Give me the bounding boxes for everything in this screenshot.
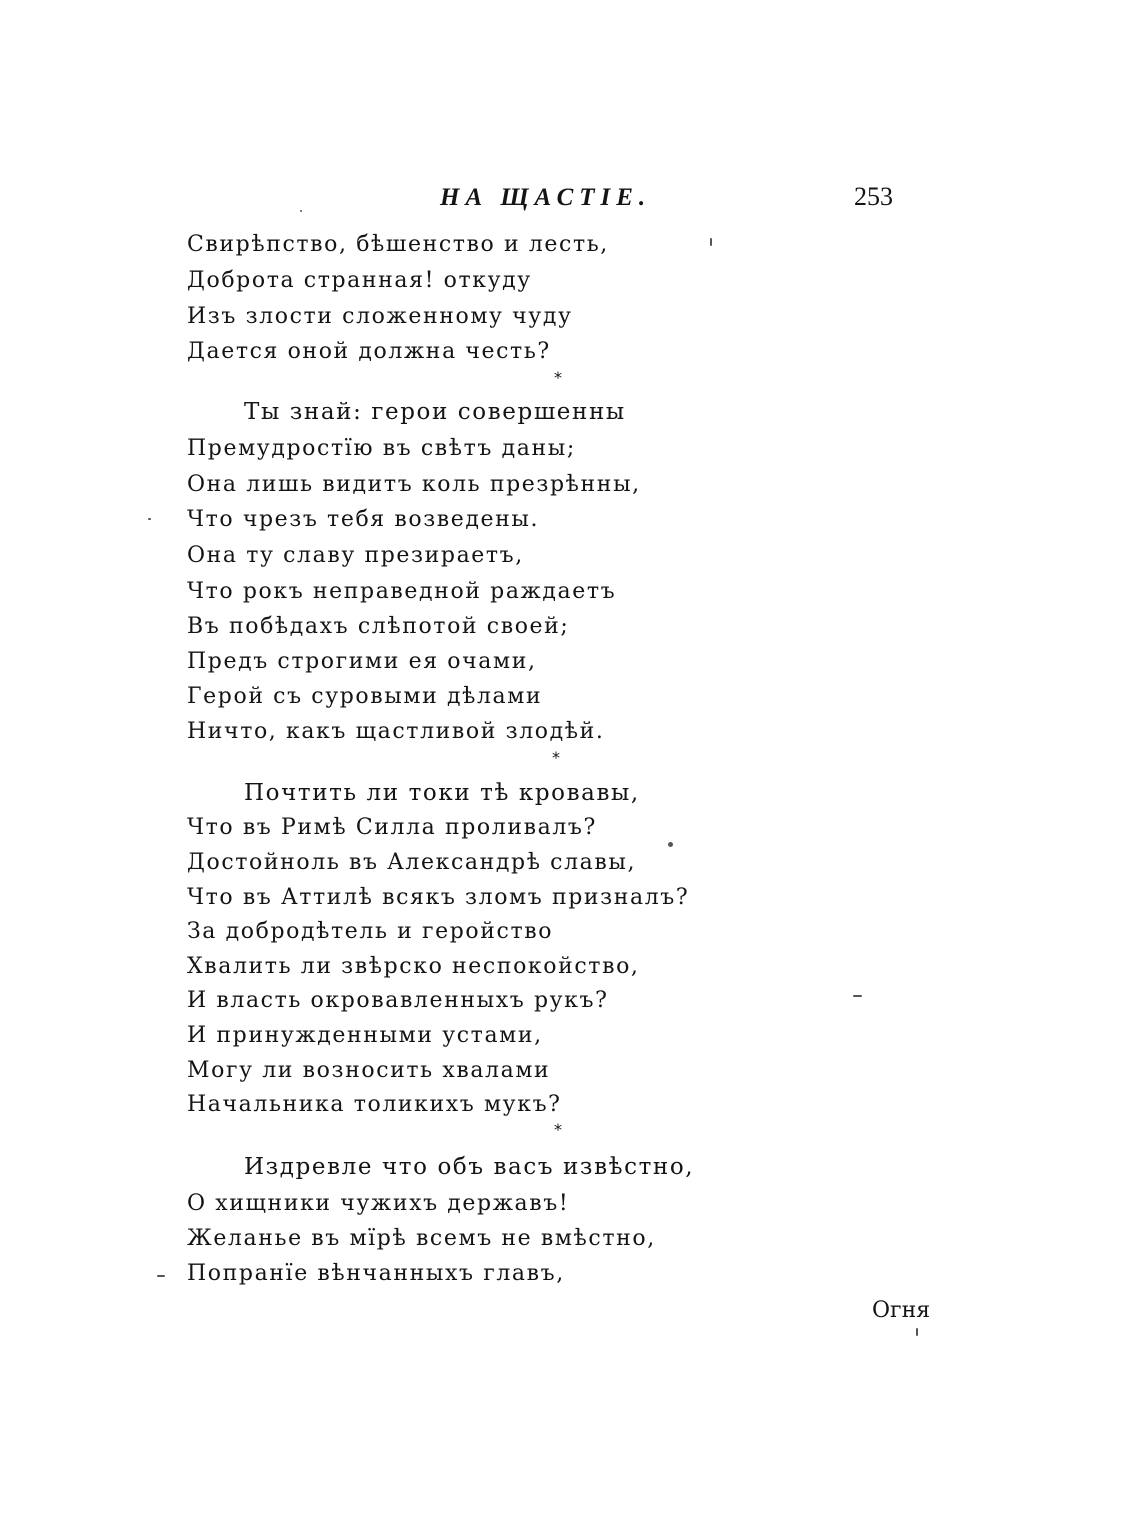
poem-line: За добродѣтель и геройство (187, 919, 554, 944)
poem-line: О хищники чужихъ державъ! (187, 1191, 570, 1216)
page-number: 253 (854, 182, 893, 211)
catchword: Огня (872, 1298, 931, 1323)
poem-line: Попранїе вѣнчанныхъ главъ, (187, 1261, 565, 1286)
poem-line: Предъ строгими ея очами, (187, 649, 537, 674)
stanza-separator: * (554, 368, 562, 387)
poem-line: Она ту славу презираетъ, (187, 543, 524, 568)
ink-speck (710, 238, 712, 246)
poem-line: И власть окровавленныхъ рукъ? (187, 988, 609, 1013)
poem-line: Что чрезъ тебя возведены. (187, 507, 540, 532)
poem-line: И принужденными устами, (187, 1023, 543, 1048)
stanza-separator: * (552, 748, 560, 767)
poem-line: Доброта странная! откуду (187, 268, 532, 293)
ink-speck (148, 518, 151, 520)
poem-line: Что въ Аттилѣ всякъ зломъ призналъ? (187, 885, 690, 910)
ink-speck (916, 1328, 918, 1336)
poem-line: Хвалить ли звѣрско неспокойство, (187, 954, 640, 979)
poem-line: Она лишь видитъ коль презрѣнны, (187, 472, 641, 497)
ink-speck (300, 210, 302, 212)
poem-line: Герой съ суровыми дѣлами (187, 684, 543, 709)
poem-line: Премудростїю въ свѣтъ даны; (187, 436, 576, 461)
poem-line: Дается оной должна честь? (187, 339, 551, 364)
poem-line: Могу ли возносить хвалами (187, 1058, 551, 1083)
poem-line: Ничто, какъ щастливой злодѣй. (187, 719, 605, 744)
ink-speck (853, 995, 862, 997)
poem-line: Желанье въ мїрѣ всемъ не вмѣстно, (187, 1226, 656, 1251)
poem-line: Въ побѣдахъ слѣпотой своей; (187, 614, 570, 639)
poem-line: Изъ злости сложенному чуду (187, 304, 573, 329)
poem-line: Начальника толикихъ мукъ? (187, 1092, 562, 1117)
ink-speck (157, 1275, 165, 1277)
poem-line: Что рокъ неправедной раждаетъ (187, 579, 617, 604)
poem-line: Ты знай: герои совершенны (244, 399, 626, 425)
running-title: НА ЩАСТІЕ. (440, 184, 652, 211)
poem-line: Издревле что объ васъ извѣстно, (244, 1154, 695, 1180)
poem-line: Свирѣпство, бѣшенство и лесть, (187, 232, 609, 257)
poem-line: Что въ Римѣ Силла проливалъ? (187, 815, 597, 840)
poem-line: Достойноль въ Александрѣ славы, (187, 850, 637, 875)
ink-speck (668, 842, 673, 847)
poem-line: Почтить ли токи тѣ кровавы, (244, 780, 640, 806)
stanza-separator: * (554, 1120, 562, 1139)
